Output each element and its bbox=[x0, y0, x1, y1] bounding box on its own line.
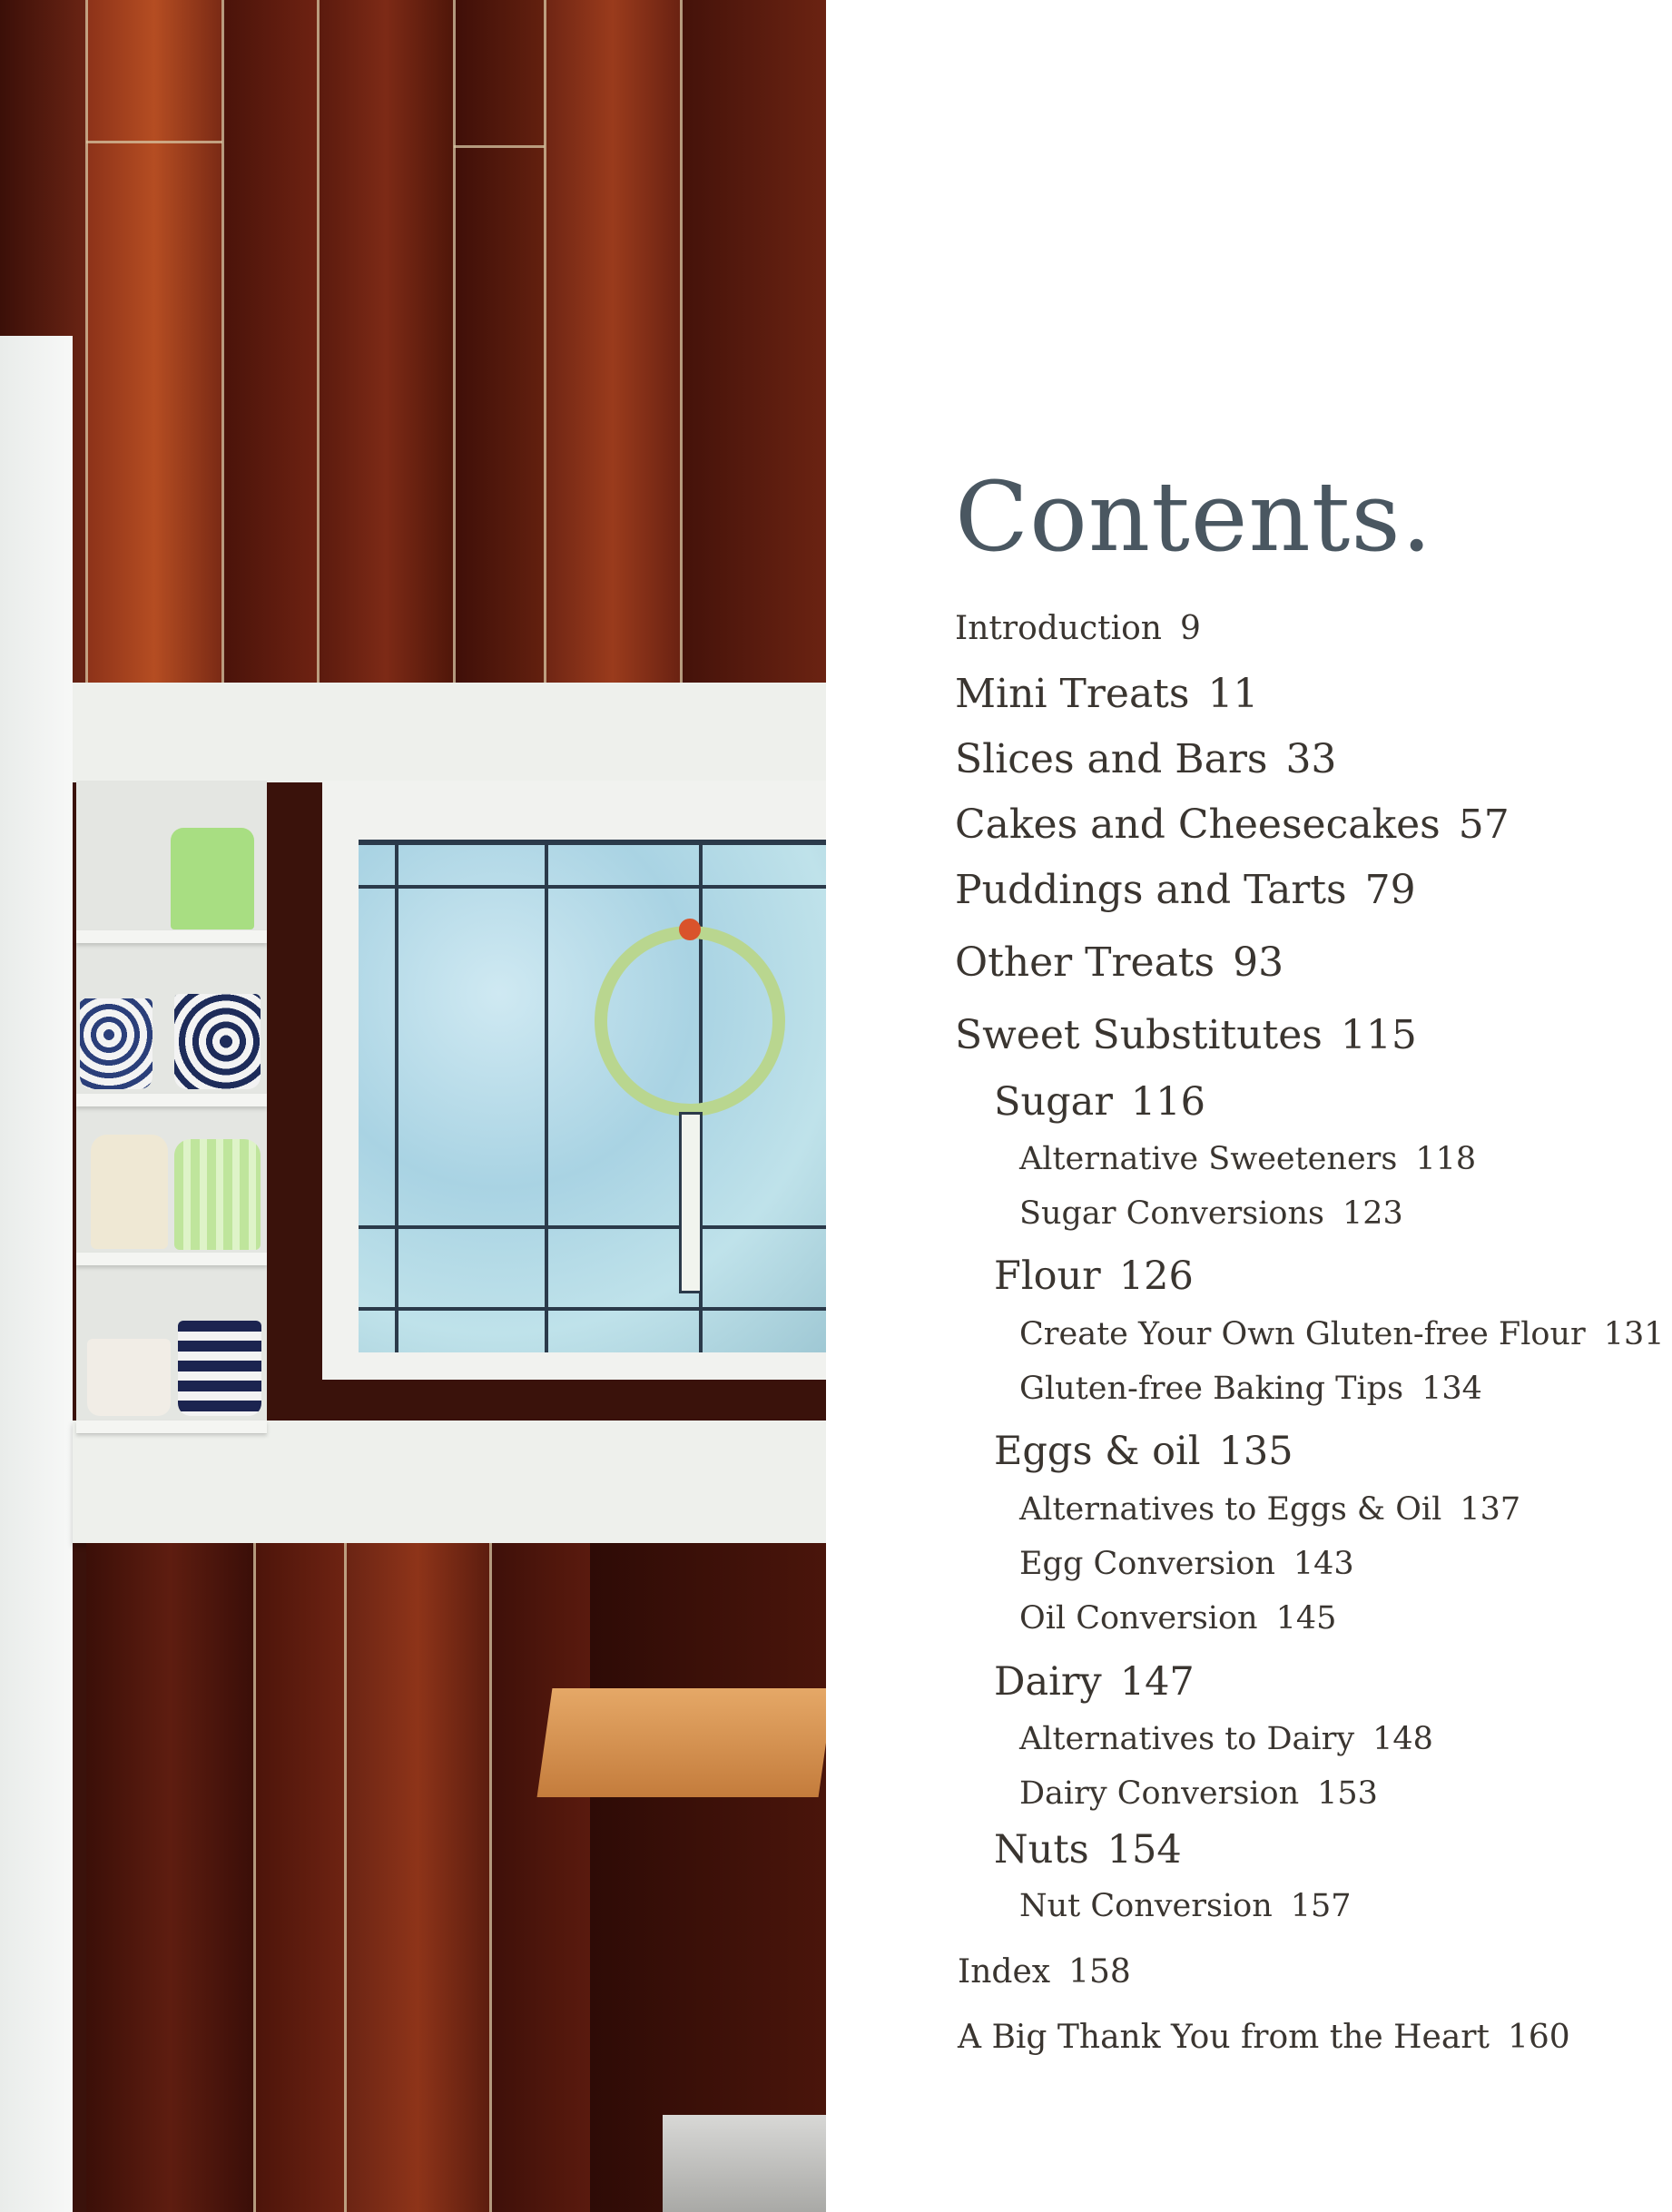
toc-subentry[interactable] bbox=[994, 1429, 1293, 1474]
toc-subentry[interactable] bbox=[994, 1253, 1194, 1299]
toc-entry-page: 131 bbox=[1603, 1316, 1665, 1352]
wood-plank bbox=[454, 0, 545, 690]
toc-entry-label: Sugar Conversions bbox=[1019, 1195, 1324, 1232]
toc-entry-page: 153 bbox=[1317, 1775, 1378, 1812]
toc-subsubentry[interactable] bbox=[1019, 1195, 1403, 1232]
plank-seam bbox=[454, 145, 545, 148]
toc-entry-page: 143 bbox=[1293, 1546, 1354, 1582]
wooden-benchtop bbox=[537, 1688, 826, 1797]
window-lead bbox=[359, 1307, 826, 1311]
toc-subentry[interactable] bbox=[994, 1079, 1205, 1125]
toc-entry-label: Oil Conversion bbox=[1019, 1600, 1258, 1637]
toc-entry-label: Gluten-free Baking Tips bbox=[1019, 1371, 1404, 1407]
toc-entry-page: 157 bbox=[1290, 1888, 1352, 1924]
toc-entry-page: 33 bbox=[1285, 736, 1337, 782]
toc-entry-label: Dairy Conversion bbox=[1019, 1775, 1300, 1812]
plank-seam bbox=[221, 0, 224, 690]
wood-plank bbox=[86, 1543, 254, 2212]
window-sill bbox=[73, 1421, 826, 1543]
toc-entry[interactable] bbox=[955, 1012, 1417, 1058]
wood-plank bbox=[545, 0, 681, 690]
window-top-trim bbox=[73, 683, 826, 782]
plank-seam bbox=[85, 0, 88, 690]
toc-entry-page: 137 bbox=[1460, 1491, 1521, 1528]
toc-entry-label: Puddings and Tarts bbox=[955, 867, 1347, 913]
window-lead bbox=[359, 885, 826, 889]
toc-entry-label: Introduction bbox=[955, 610, 1162, 647]
plank-seam bbox=[253, 1543, 256, 2212]
plank-seam bbox=[489, 1543, 492, 2212]
toc-entry-label: Egg Conversion bbox=[1019, 1546, 1275, 1582]
wood-plank bbox=[318, 0, 454, 690]
toc-subentry[interactable] bbox=[994, 1659, 1195, 1705]
shelf-board bbox=[76, 1253, 267, 1265]
toc-subsubentry[interactable] bbox=[1019, 1491, 1520, 1528]
toc-entry-page: 135 bbox=[1218, 1429, 1293, 1474]
window-medallion bbox=[595, 926, 785, 1116]
toc-entry-page: 79 bbox=[1364, 867, 1416, 913]
wood-plank bbox=[222, 0, 318, 690]
toc-entry-page: 57 bbox=[1458, 801, 1510, 848]
toc-subsubentry[interactable] bbox=[1019, 1316, 1665, 1352]
kitchen-photo bbox=[0, 0, 826, 2212]
toc-entry-label: Dairy bbox=[994, 1659, 1102, 1705]
toc-entry-label: Other Treats bbox=[955, 939, 1215, 986]
toc-entry[interactable] bbox=[955, 867, 1416, 913]
toc-entry-label: Sweet Substitutes bbox=[955, 1012, 1323, 1058]
patterned-mug bbox=[174, 994, 261, 1089]
window-lead bbox=[359, 1225, 826, 1229]
window-lead bbox=[395, 840, 398, 1352]
wood-plank bbox=[86, 0, 222, 690]
toc-entry-page: 93 bbox=[1233, 939, 1284, 986]
toc-subsubentry[interactable] bbox=[1019, 1600, 1336, 1637]
toc-subsubentry[interactable] bbox=[1019, 1371, 1482, 1407]
toc-entry-label: Nut Conversion bbox=[1019, 1888, 1273, 1924]
plank-seam bbox=[344, 1543, 347, 2212]
toc-entry[interactable] bbox=[955, 939, 1284, 986]
wood-plank bbox=[681, 0, 826, 690]
toc-entry[interactable] bbox=[955, 801, 1510, 848]
white-cup bbox=[87, 1339, 171, 1416]
toc-entry-page: 123 bbox=[1343, 1195, 1403, 1232]
toc-entry[interactable] bbox=[955, 610, 1201, 647]
toc-subsubentry[interactable] bbox=[1019, 1721, 1433, 1757]
toc-entry-label: Nuts bbox=[994, 1827, 1089, 1873]
toc-entry-label: Mini Treats bbox=[955, 671, 1190, 717]
green-striped-cup bbox=[174, 1139, 261, 1250]
toc-entry-label: Alternative Sweeteners bbox=[1019, 1141, 1398, 1177]
wood-plank bbox=[345, 1543, 490, 2212]
toc-entry-label: Eggs & oil bbox=[994, 1429, 1201, 1474]
toc-entry-page: 9 bbox=[1180, 610, 1201, 647]
green-cup bbox=[171, 828, 254, 929]
shelf-board bbox=[76, 1094, 267, 1106]
toc-entry-label: Flour bbox=[994, 1253, 1101, 1299]
toc-entry-label: Cakes and Cheesecakes bbox=[955, 801, 1441, 848]
toc-entry-page: 147 bbox=[1119, 1659, 1195, 1705]
plank-seam bbox=[680, 0, 683, 690]
stained-glass-window bbox=[359, 840, 826, 1352]
cream-cup bbox=[91, 1135, 168, 1249]
toc-subsubentry[interactable] bbox=[1019, 1141, 1476, 1177]
wood-plank bbox=[590, 1543, 826, 2212]
wood-plank bbox=[254, 1543, 345, 2212]
toc-entry-page: 118 bbox=[1415, 1141, 1477, 1177]
toc-entry-label: Alternatives to Eggs & Oil bbox=[1019, 1491, 1442, 1528]
toc-entry[interactable] bbox=[958, 1953, 1131, 1991]
toc-subsubentry[interactable] bbox=[1019, 1775, 1378, 1812]
window-lead bbox=[545, 840, 548, 1352]
toc-entry-page: 116 bbox=[1130, 1079, 1205, 1125]
toc-subentry[interactable] bbox=[994, 1827, 1182, 1873]
window-lead bbox=[359, 840, 826, 845]
window-jewel bbox=[679, 919, 701, 940]
plank-seam bbox=[86, 141, 222, 143]
toc-entry-page: 11 bbox=[1207, 671, 1259, 717]
toc-entry-page: 158 bbox=[1068, 1953, 1131, 1991]
plank-seam bbox=[544, 0, 546, 690]
striped-cup bbox=[178, 1321, 261, 1416]
toc-entry[interactable] bbox=[955, 736, 1336, 782]
toc-entry[interactable] bbox=[958, 2019, 1570, 2056]
toc-entry-label: Create Your Own Gluten-free Flour bbox=[1019, 1316, 1586, 1352]
appliance bbox=[663, 2115, 826, 2212]
fridge-side bbox=[0, 336, 73, 2212]
toc-entry-label: A Big Thank You from the Heart bbox=[958, 2019, 1490, 2056]
toc-entry-page: 134 bbox=[1421, 1371, 1482, 1407]
toc-entry-label: Sugar bbox=[994, 1079, 1113, 1125]
toc-entry[interactable] bbox=[955, 671, 1258, 717]
page-title: Contents. bbox=[955, 461, 1433, 573]
toc-entry-label: Index bbox=[958, 1953, 1051, 1991]
toc-subsubentry[interactable] bbox=[1019, 1888, 1352, 1924]
toc-entry-page: 148 bbox=[1372, 1721, 1433, 1757]
toc-entry-page: 160 bbox=[1507, 2019, 1570, 2056]
toc-entry-page: 126 bbox=[1118, 1253, 1194, 1299]
window-stem bbox=[679, 1112, 703, 1293]
wood-plank bbox=[490, 1543, 590, 2212]
table-of-contents bbox=[955, 0, 1672, 2212]
plank-seam bbox=[317, 0, 320, 690]
plank-seam bbox=[453, 0, 456, 690]
shelf-board bbox=[76, 1421, 267, 1433]
toc-entry-page: 115 bbox=[1340, 1012, 1417, 1058]
toc-subsubentry[interactable] bbox=[1019, 1546, 1354, 1582]
toc-entry-page: 154 bbox=[1106, 1827, 1182, 1873]
shelf-board bbox=[76, 930, 267, 943]
toc-entry-label: Alternatives to Dairy bbox=[1019, 1721, 1355, 1757]
patterned-mug bbox=[80, 998, 152, 1089]
toc-entry-label: Slices and Bars bbox=[955, 736, 1268, 782]
toc-entry-page: 145 bbox=[1275, 1600, 1337, 1637]
